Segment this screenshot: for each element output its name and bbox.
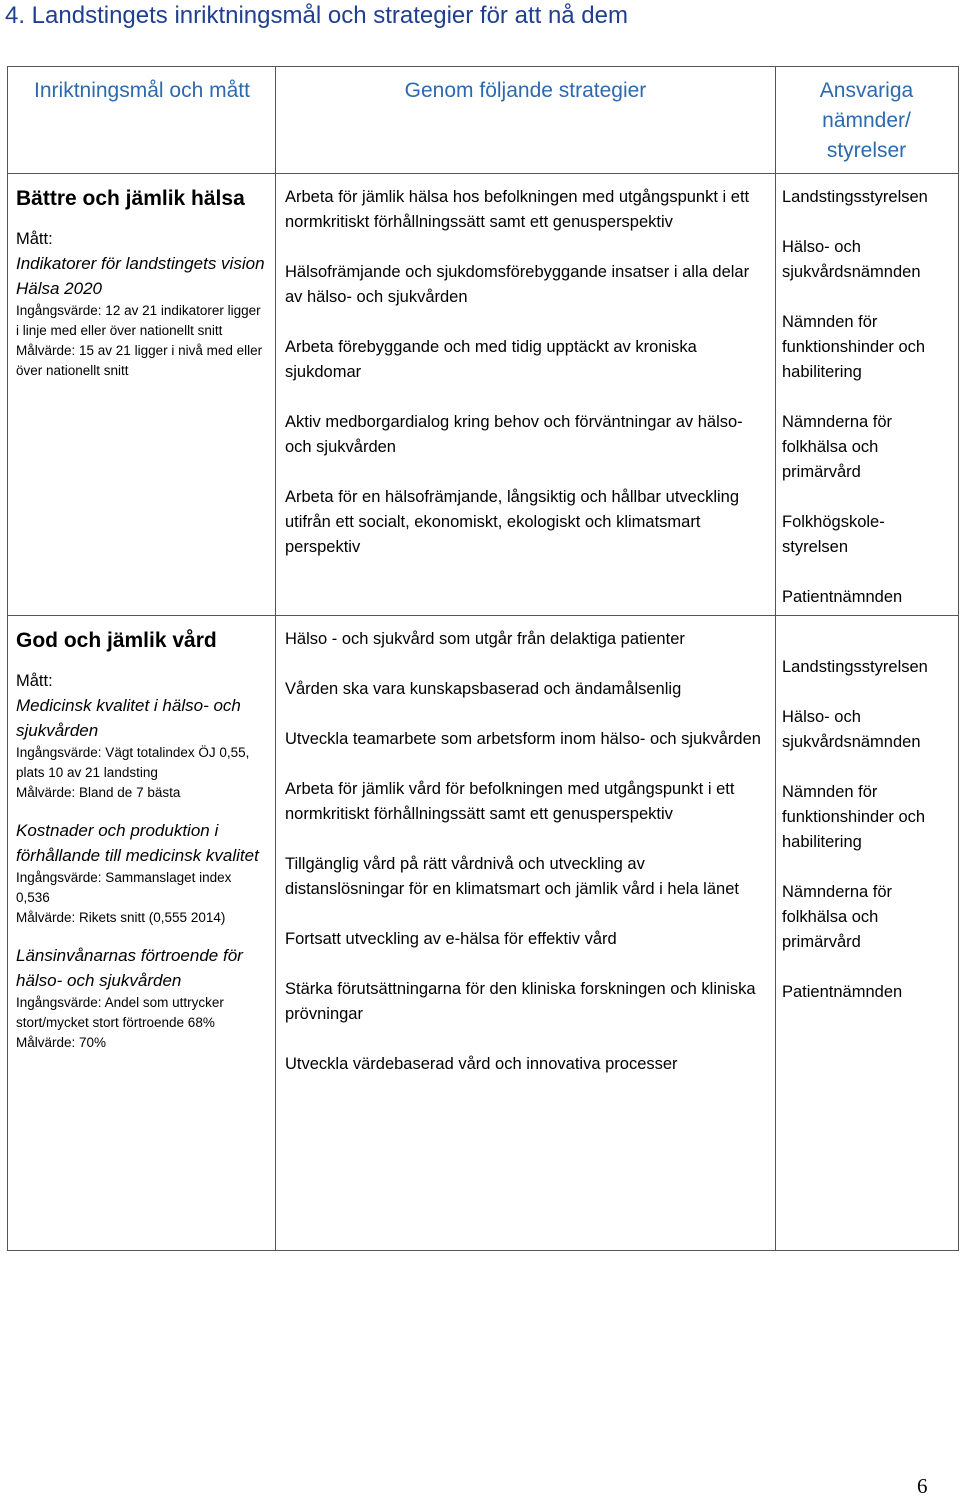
baseline-value: Ingångsvärde: 12 av 21 indikatorer ligger i linje med eller över nationellt snitt xyxy=(16,303,261,338)
row1-strategies-cell xyxy=(285,185,765,585)
responsible-item: Folkhögskole-styrelsen xyxy=(782,513,885,556)
responsible-item: Hälso- och sjukvårdsnämnden xyxy=(782,238,921,281)
strategy-item: Arbeta för jämlik hälsa hos befolkningen med utgångspunkt i ett normkritiskt förhållningssätt samt ett genusperspektiv xyxy=(285,188,750,231)
target-value: Målvärde: 70% xyxy=(16,1035,107,1050)
measure-name: Medicinsk kvalitet i hälso- och sjukvården xyxy=(16,696,241,740)
strategy-item: Arbeta förebyggande och med tidig upptäckt av kroniska sjukdomar xyxy=(285,338,697,381)
responsible-item: Nämnden för funktionshinder och habilitering xyxy=(782,313,926,381)
strategy-table xyxy=(7,66,959,1251)
baseline-value: Ingångsvärde: Andel som uttrycker stort/mycket stort förtroende 68% xyxy=(16,995,224,1030)
measure-label: Mått: xyxy=(16,672,53,690)
target-value: Målvärde: Bland de 7 bästa xyxy=(16,785,181,800)
target-value: Målvärde: 15 av 21 ligger i nivå med eller över nationellt snitt xyxy=(16,343,263,378)
responsible-item: Nämnden för funktionshinder och habilitering xyxy=(782,783,926,851)
row1-responsible-cell xyxy=(782,185,954,635)
responsible-item: Landstingsstyrelsen xyxy=(782,658,928,676)
responsible-item: Landstingsstyrelsen xyxy=(782,188,928,206)
strategy-item: Tillgänglig vård på rätt vårdnivå och utveckling av distanslösningar för en klimatsmart och jämlik vård i hela länet xyxy=(285,855,739,898)
responsible-item: Hälso- och sjukvårdsnämnden xyxy=(782,708,921,751)
strategy-item: Fortsatt utveckling av e-hälsa för effektiv vård xyxy=(285,930,617,948)
page-number: 6 xyxy=(917,1474,928,1498)
col-divider-1 xyxy=(275,67,276,1250)
section-heading: 4. Landstingets inriktningsmål och strategier för att nå dem xyxy=(5,2,628,29)
row2-strategies-cell xyxy=(285,627,765,1102)
header-strategies: Genom följande strategier xyxy=(404,79,647,102)
strategy-item: Arbeta för jämlik vård för befolkningen med utgångspunkt i ett normkritiskt förhållningssätt samt ett genusperspektiv xyxy=(285,780,735,823)
target-value: Målvärde: Rikets snitt (0,555 2014) xyxy=(16,910,226,925)
header-responsible-text: Ansvariga nämnder/ styrelser xyxy=(819,79,914,162)
header-goals: Inriktningsmål och mått xyxy=(34,79,250,102)
goal-title: Bättre och jämlik hälsa xyxy=(16,187,245,210)
strategy-item: Hälso - och sjukvård som utgår från delaktiga patienter xyxy=(285,630,685,648)
responsible-item: Nämnderna för folkhälsa och primärvård xyxy=(782,413,893,481)
measure-name: Indikatorer för landstingets vision Hälsa 2020 xyxy=(16,254,265,298)
baseline-value: Ingångsvärde: Vägt totalindex ÖJ 0,55, plats 10 av 21 landsting xyxy=(16,745,250,780)
col-divider-2 xyxy=(775,67,776,1250)
goal-title: God och jämlik vård xyxy=(16,629,217,652)
row1-goal-cell xyxy=(16,185,266,381)
baseline-value: Ingångsvärde: Sammanslaget index 0,536 xyxy=(16,870,232,905)
strategy-item: Utveckla värdebaserad vård och innovativa processer xyxy=(285,1055,678,1073)
responsible-item: Patientnämnden xyxy=(782,983,903,1001)
measure-name: Länsinvånarnas förtroende för hälso- och sjukvården xyxy=(16,946,243,990)
strategy-item: Vården ska vara kunskapsbaserad och ändamålsenlig xyxy=(285,680,682,698)
row2-responsible-cell xyxy=(782,655,954,1030)
responsible-item: Nämnderna för folkhälsa och primärvård xyxy=(782,883,893,951)
measure-label: Mått: xyxy=(16,230,53,248)
row2-goal-cell xyxy=(16,627,268,1053)
strategy-item: Aktiv medborgardialog kring behov och förväntningar av hälso- och sjukvården xyxy=(285,413,743,456)
responsible-item: Patientnämnden xyxy=(782,588,903,606)
strategy-item: Utveckla teamarbete som arbetsform inom hälso- och sjukvården xyxy=(285,730,761,748)
table-header-row xyxy=(8,67,958,174)
measure-name: Kostnader och produktion i förhållande till medicinsk kvalitet xyxy=(16,821,259,865)
strategy-item: Stärka förutsättningarna för den kliniska forskningen och kliniska prövningar xyxy=(285,980,756,1023)
strategy-item: Hälsofrämjande och sjukdomsförebyggande insatser i alla delar av hälso- och sjukvården xyxy=(285,263,750,306)
strategy-item: Arbeta för en hälsofrämjande, långsiktig och hållbar utveckling utifrån ett socialt, ekonomiskt, ekologiskt och klimatsmart perspektiv xyxy=(285,488,740,556)
header-responsible xyxy=(808,76,925,166)
